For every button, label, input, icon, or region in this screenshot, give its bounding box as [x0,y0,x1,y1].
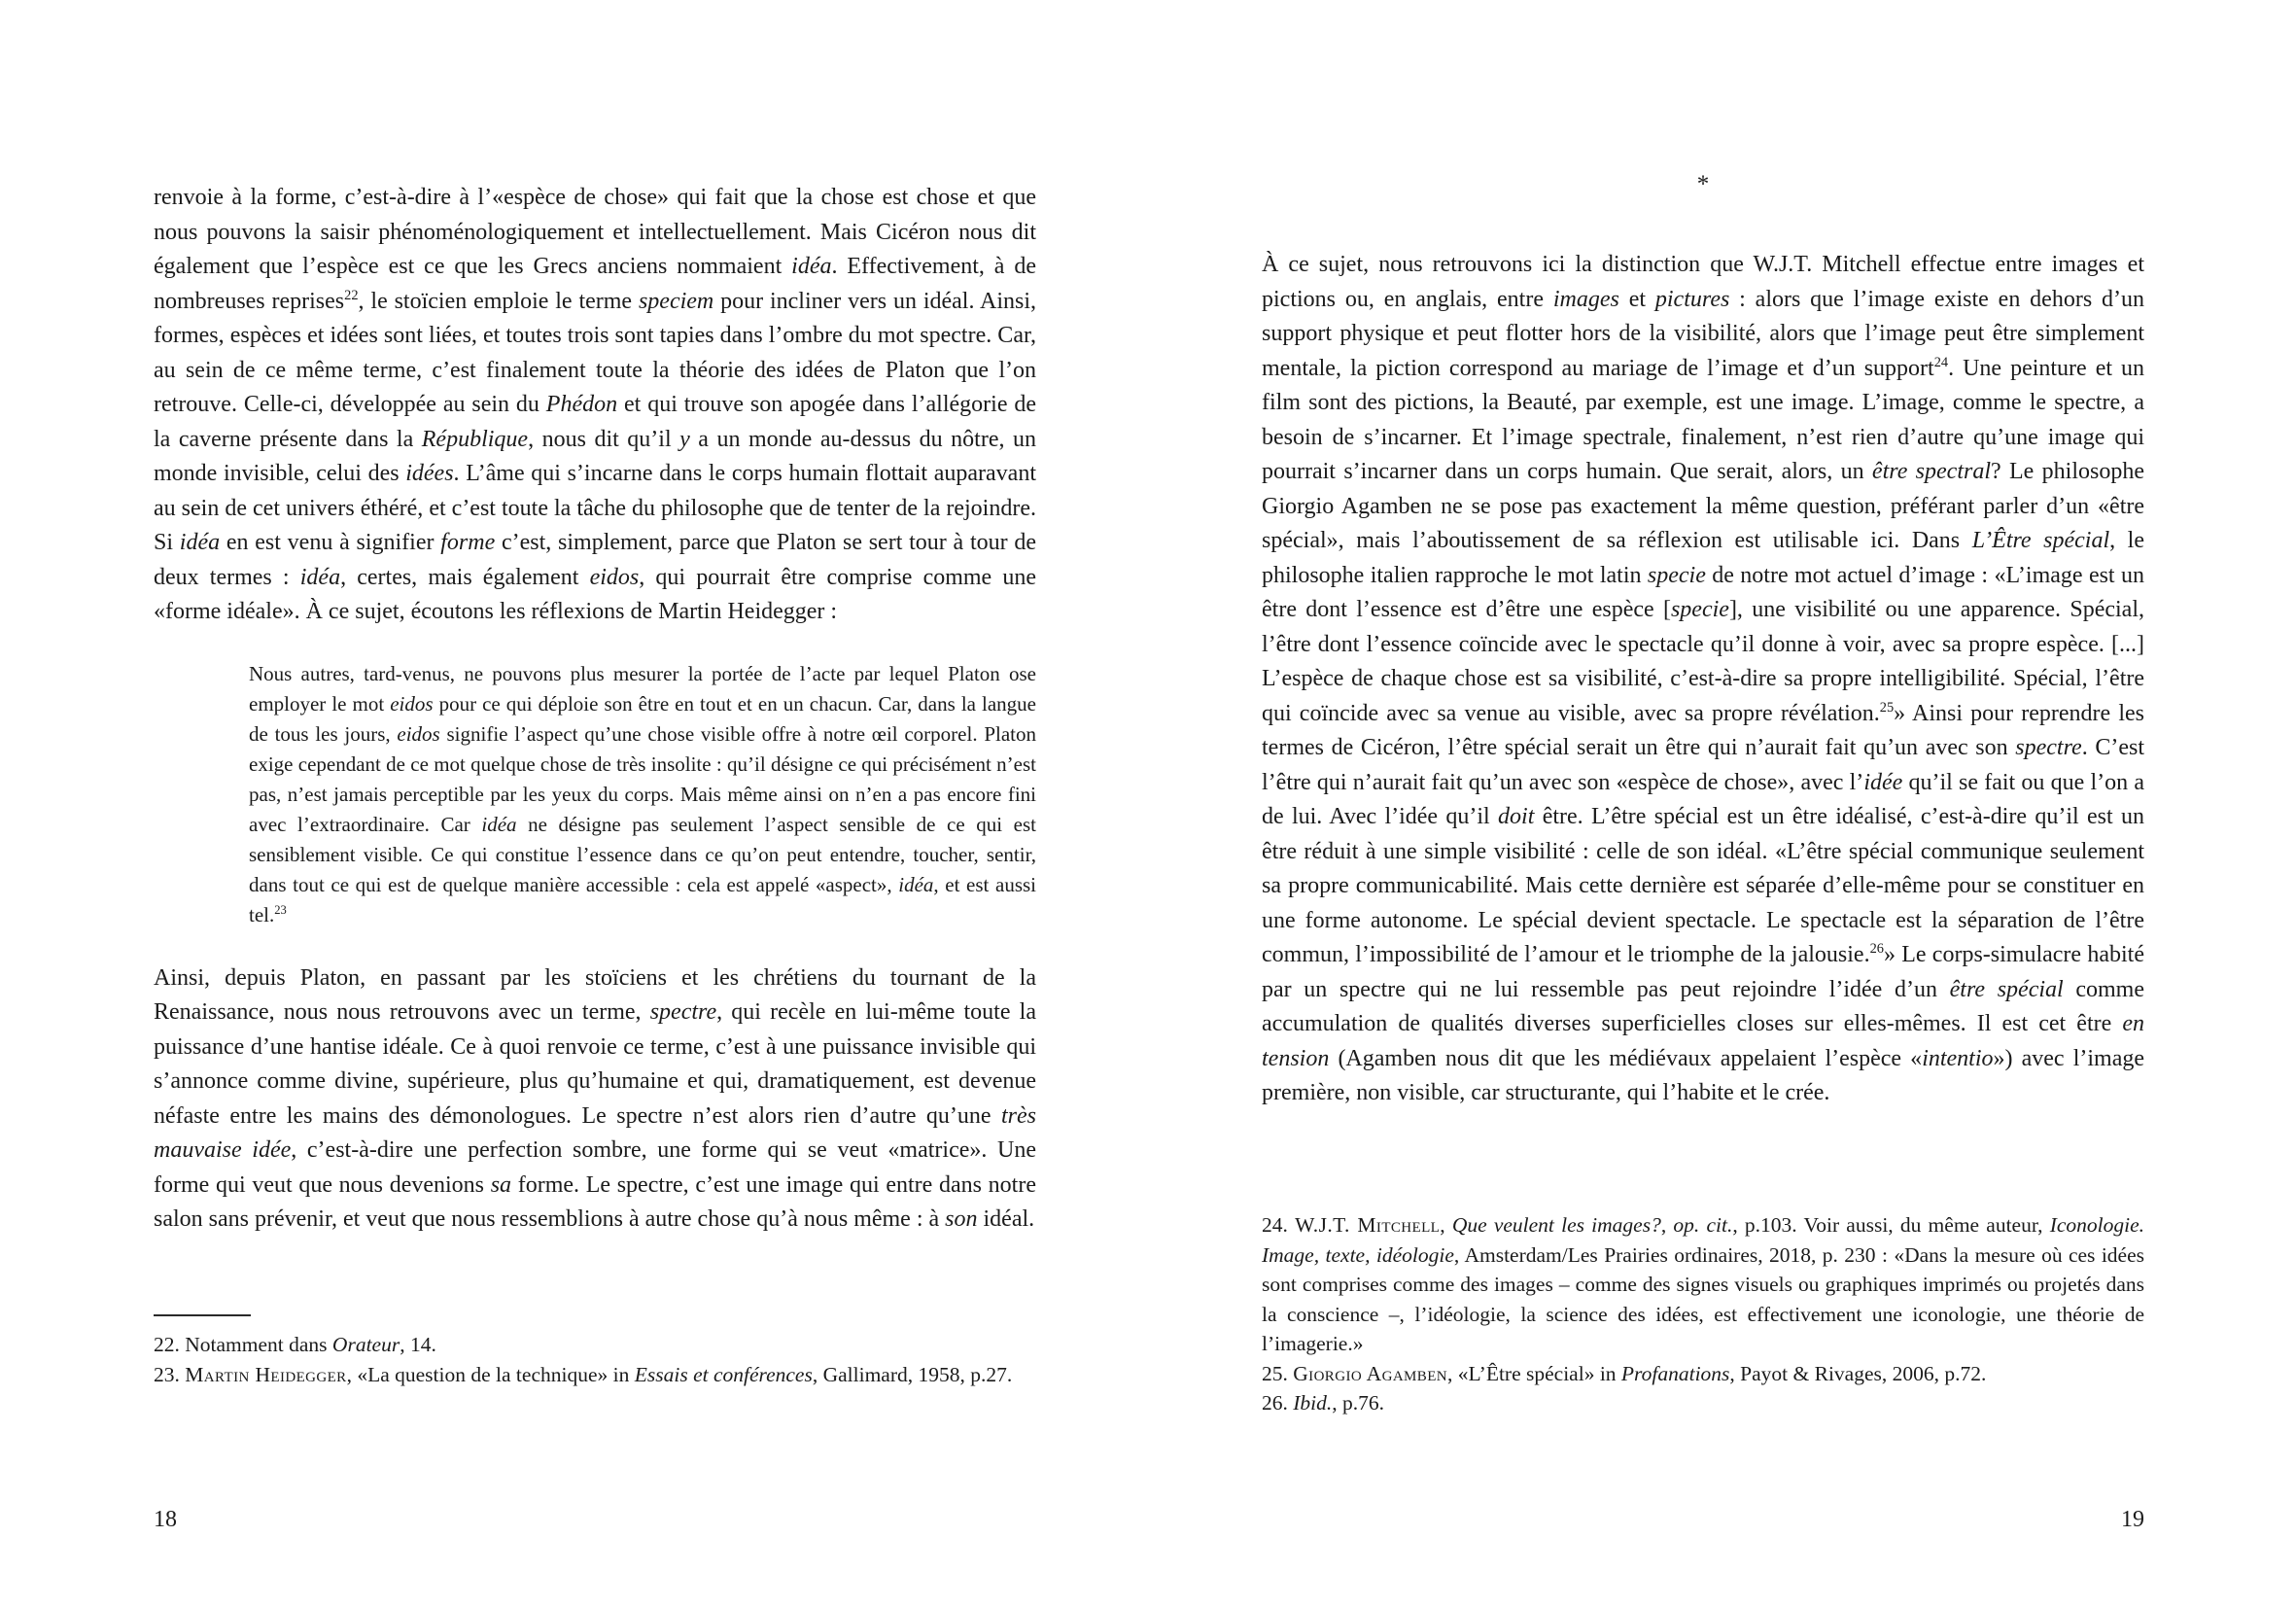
left-page-body [154,181,1036,1238]
left-paragraph-2: Ainsi, depuis Platon, en passant par les stoïciens et les chrétiens du tournant de la Renaissance, nous nous retrouvons avec un terme, spectre, qui recèle en lui-même toute la puissance d’une hantise idéale. Ce à quoi renvoie ce terme, c’est à une puissance invisible qui s’annonce comme divine, supérieure, plus qu’humaine et qui, dramatiquement, est devenue néfaste entre les mains des démonologues. Le spectre n’est alors rien d’autre qu’une très mauvaise idée, c’est-à-dire une perfection sombre, une forme qui se veut «matrice». Une forme qui veut que nous devenions sa forme. Le spectre, c’est une image qui entre dans notre salon sans prévenir, et veut que nous ressemblions à autre chose qu’à nous même : à son idéal. [154,964,1036,1232]
footnote-22: 22. Notamment dans Orateur, 14. [154,1333,436,1356]
section-break-asterisk: * [1696,171,1710,197]
left-paragraph-1: renvoie à la forme, c’est-à-dire à l’«espèce de chose» qui fait que la chose est chose et que nous pouvons la saisir phénoménologiquement et intellectuellement. Mais Cicéron nous dit également que l’espèce est ce que les Grecs anciens nommaient idéa. Effectivement, à de nombreuses reprises$^{22}$, le stoïcien emploie le terme speciem pour incliner vers un idéal. Ainsi, formes, espèces et idées sont liées, et toutes trois sont tapies dans l’ombre du mot spectre. Car, au sein de ce même terme, c’est finalement toute la théorie des idées de Platon que l’on retrouve. Celle-ci, développée au sein du Phédon et qui trouve son apogée dans l’allégorie de la caverne présente dans la République, nous dit qu’il y a un monde au-dessus du nôtre, un monde invisible, celui des idées. L’âme qui s’incarne dans le corps humain flottait auparavant au sein de cet univers éthéré, et c’est toute la tâche du philosophe que de tenter de la rejoindre. Si idéa en est venu à signifier forme c’est, simplement, parce que Platon se sert tour à tour de deux termes : idéa, certes, mais également eidos, qui pourrait être comprise comme une «forme idéale». À ce sujet, écoutons les réflexions de Martin Heidegger : [154,185,1037,624]
right-paragraph-1: À ce sujet, nous retrouvons ici la distinction que W.J.T. Mitchell effectue entre images et pictions ou, en anglais, entre images et pictures : alors que l’image existe en dehors d’un support physique et peut flotter hors de la visibilité, alors que l’image peut être simplement mentale, la piction correspond au mariage de l’image et d’un support$^{24}$. Une peinture et un film sont des pictions, la Beauté, par exemple, est une image. L’image, comme le spectre, a besoin de s’incarner. Et l’image spectrale, finalement, n’est rien d’autre qu’une image qui pourrait s’incarner dans un corps humain. Que serait, alors, un être spectral? Le philosophe Giorgio Agamben ne se pose pas exactement la même question, préférant parler d’un «être spécial», mais l’aboutissement de sa réflexion est utilisable ici. Dans L’Être spécial, le philosophe italien rapproche le mot latin specie de notre mot actuel d’image : «L’image est un être dont l’essence est d’être une espèce [specie], une visibilité ou une apparence. Spécial, l’être dont l’essence coïncide avec le spectacle qu’il donne à voir, avec sa propre espèce. [...] L’espèce de chaque chose est sa visibilité, c’est-à-dire sa propre intelligibilité. Spécial, l’être qui coïncide avec sa venue au visible, avec sa propre révélation.$^{25}$» Ainsi pour reprendre les termes de Cicéron, l’être spécial serait un être qui n’aurait fait qu’un avec son spectre. C’est l’être qui n’aurait fait qu’un avec son «espèce de chose», avec l’idée qu’il se fait ou que l’on a de lui. Avec l’idée qu’il doit être. L’être spécial est un être idéalisé, c’est-à-dire qu’il est un être réduit à une simple visibilité : celle de son idéal. «L’être spécial communique seulement sa propre communicabilité. Mais cette dernière est séparée d’elle-même pour se constituer en une forme autonome. Le spécial devient spectacle. Le spectacle est la séparation de l’être commun, l’impossibilité de l’amour et le triomphe de la jalousie.$^{26}$» Le corps-simulacre habité par un spectre qui ne lui ressemble pas peut rejoindre l’idée d’un être spécial comme accumulation de qualités diverses superficielles closes sur elles-mêmes. Il est cet être en tension (Agamben nous dit que les médiévaux appelaient l’espèce «intentio») avec l’image première, non visible, car structurante, qui l’habite et le crée. [1262,252,2144,1105]
footnote-25: 25. Giorgio Agamben, «L’Être spécial» in Profanations, Payot & Rivages, 2006, p.72. [1262,1361,1987,1385]
footnote-24: 24. W.J.T. Mitchell, Que veulent les images?, op. cit., p.103. Voir aussi, du même auteur, Iconologie. Image, texte, idéologie, Amsterdam/Les Prairies ordinaires, 2018, p. 230 : «Dans la mesure où ces idées sont comprises comme des images – comme des signes visuels ou graphiques imprimés ou projetés dans la conscience –, l’idéologie, la science des idées, est effectivement une iconologie, une théorie de l’imagerie.» [1262,1213,2145,1355]
footnote-separator-rule [154,1314,251,1316]
right-footnotes [1262,1210,2144,1418]
footnote-26: 26. Ibid., p.76. [1262,1391,1385,1415]
page-right [1148,0,2296,1607]
page-number-left: 18 [154,1507,177,1532]
left-footnotes [154,1314,1036,1389]
right-page-body [1262,248,2144,1111]
page-number-right: 19 [2121,1507,2144,1532]
heidegger-blockquote: Nous autres, tard-venus, ne pouvons plus mesurer la portée de l’acte par lequel Platon ose employer le mot eidos pour ce qui déploie son être en tout et en un chacun. Car, dans la langue de tous les jours, eidos signifie l’aspect qu’une chose visible offre à notre œil corporel. Platon exige cependant de ce mot quelque chose de très insolite : qu’il désigne ce qui précisément n’est pas, n’est jamais perceptible par les yeux du corps. Mais même ainsi on n’en a pas encore fini avec l’extraordinaire. Car idéa ne désigne pas seulement l’aspect sensible de ce qui est sensiblement visible. Ce qui constitue l’essence dans ce qu’on peut entendre, toucher, sentir, dans tout ce qui est de quelque manière accessible : cela est appelé «aspect», idéa, et est aussi tel.$^{23}$ [249,661,1036,926]
footnote-23: 23. Martin Heidegger, «La question de la technique» in Essais et conférences, Gallimard, 1958, p.27. [154,1362,1013,1386]
